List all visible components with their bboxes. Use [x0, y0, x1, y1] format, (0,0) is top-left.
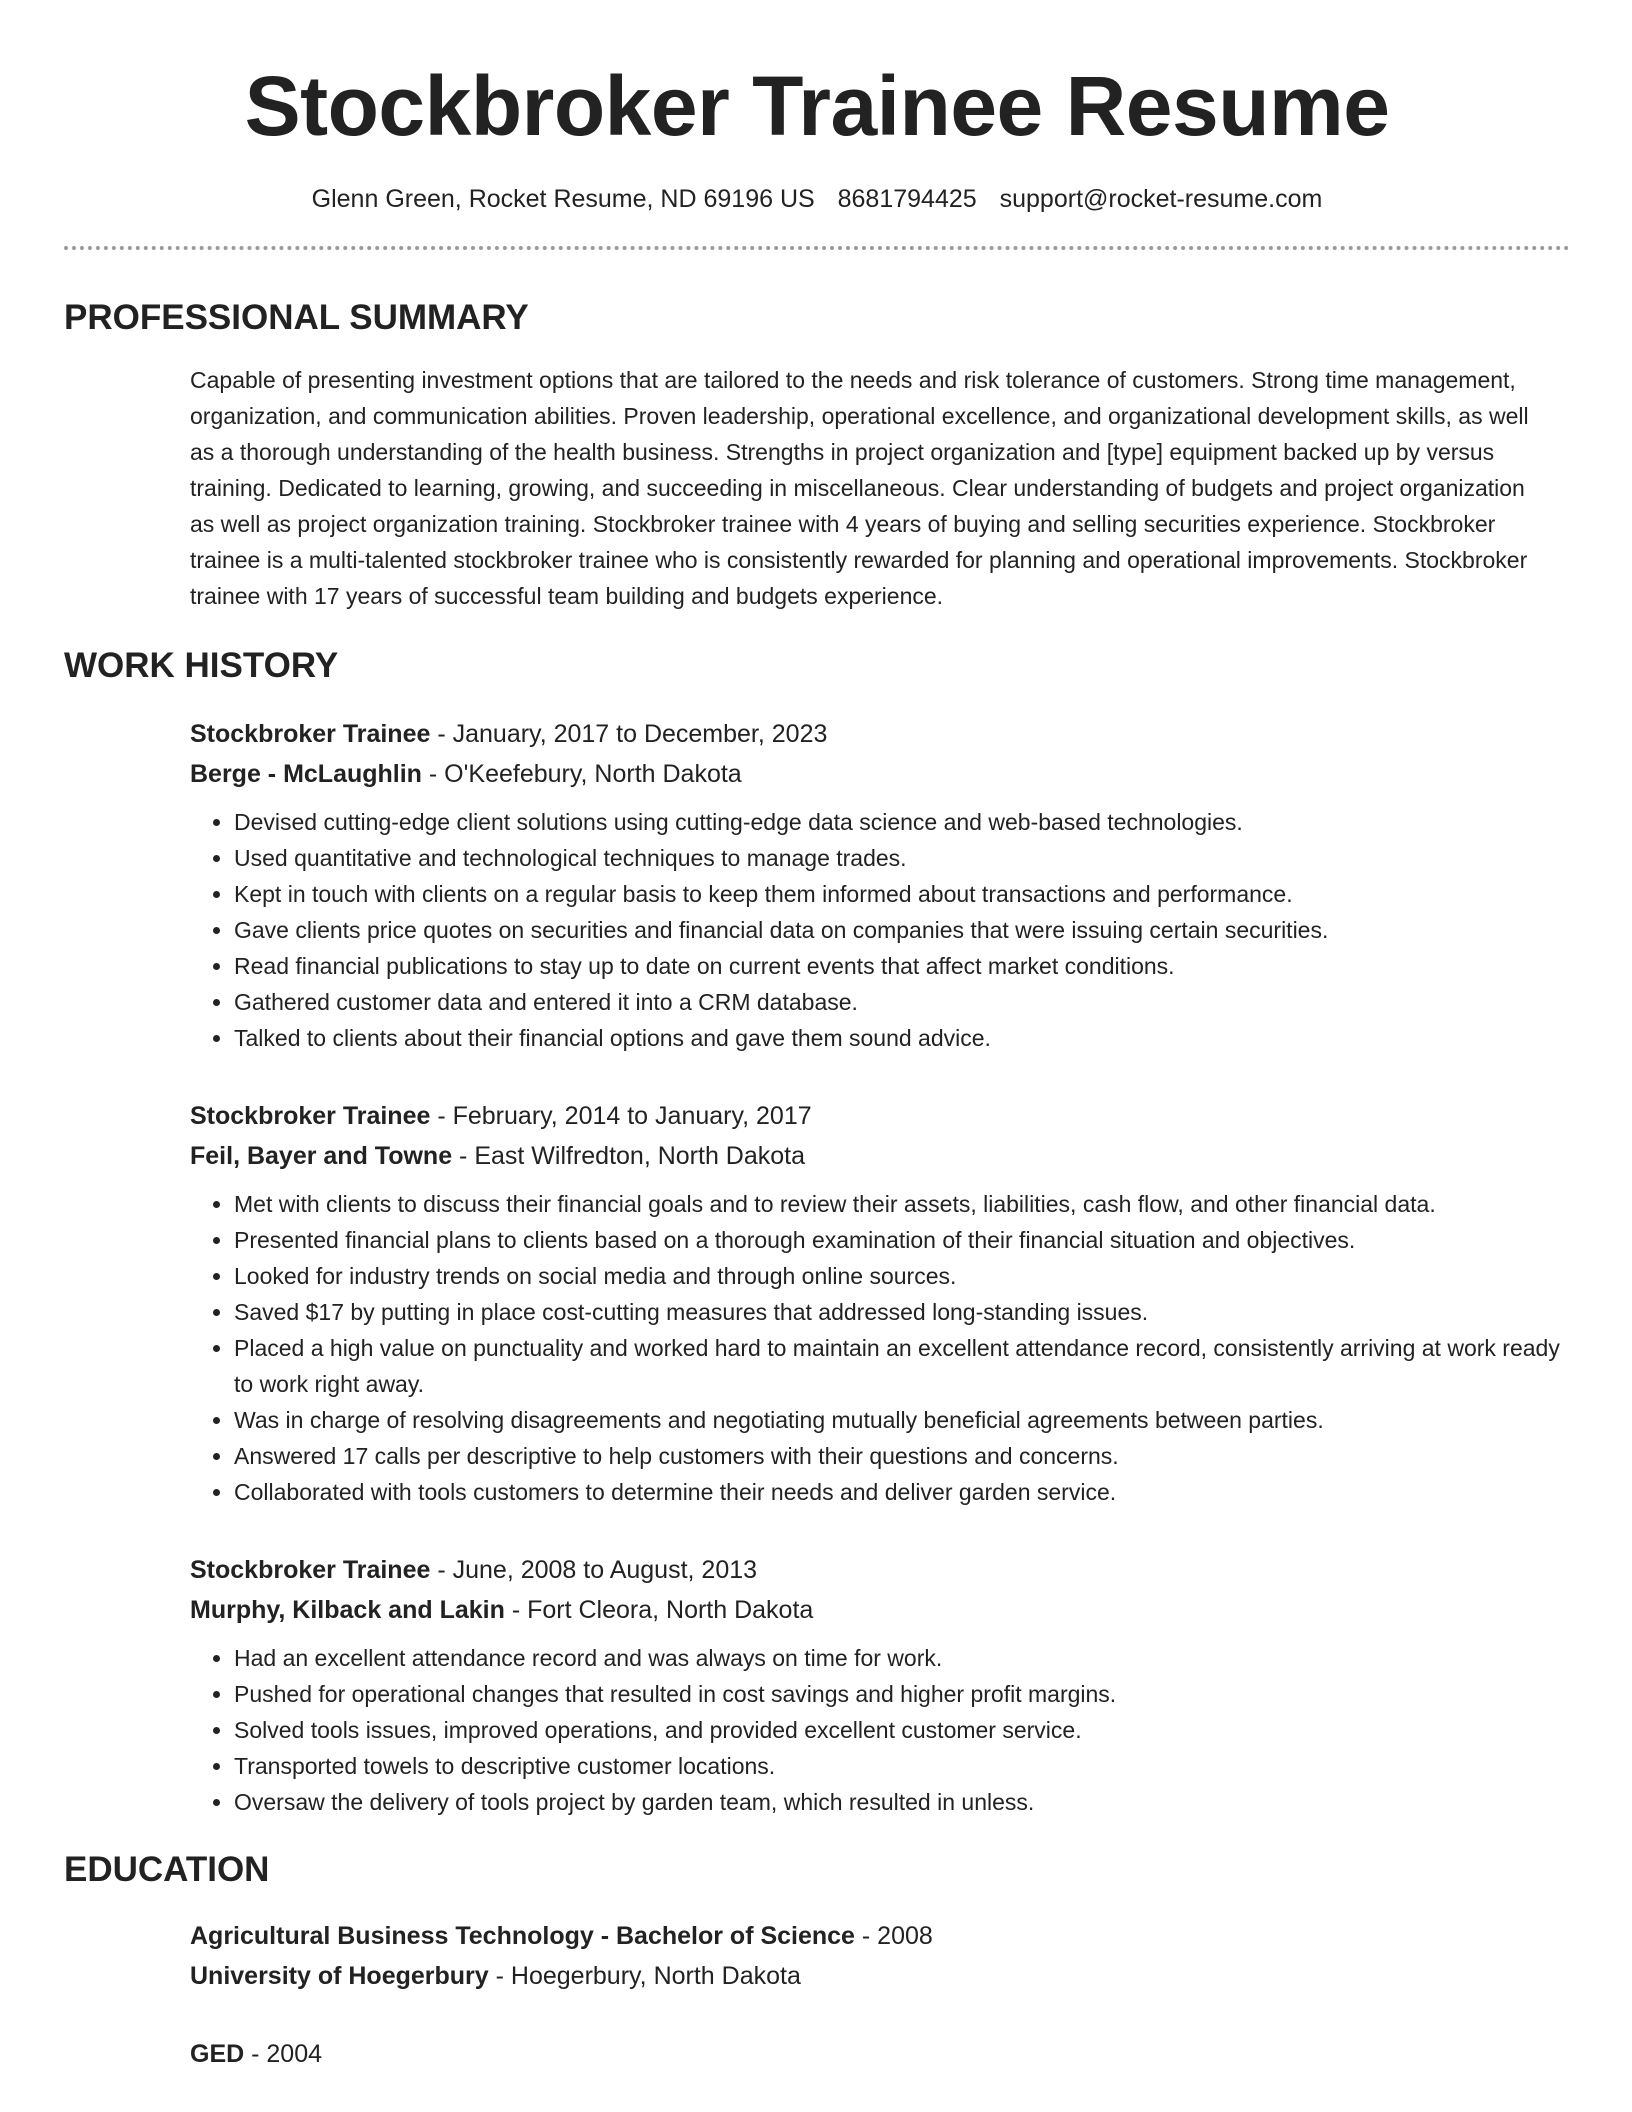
job-title: Stockbroker Trainee: [190, 720, 431, 748]
education-list: [190, 1916, 1570, 2074]
list-item: • Had an excellent attendance record and was always on time for work.: [234, 1640, 1570, 1676]
list-item: • Transported towels to descriptive customer locations.: [234, 1748, 1570, 1784]
job-company: Berge - McLaughlin: [190, 760, 422, 788]
job-dates: - January, 2017 to December, 2023: [430, 720, 828, 748]
job-title: Stockbroker Trainee: [190, 1102, 431, 1130]
work-history-heading: WORK HISTORY: [64, 646, 339, 685]
list-item: • Oversaw the delivery of tools project by garden team, which resulted in unless.: [234, 1784, 1570, 1820]
job-dates: - February, 2014 to January, 2017: [430, 1102, 812, 1130]
education-heading: EDUCATION: [64, 1850, 270, 1889]
job-location: - O'Keefebury, North Dakota: [421, 760, 742, 788]
job-company-line: [190, 1590, 1570, 1630]
contact-line: [64, 182, 1570, 216]
education-year: - 2004: [244, 2040, 323, 2068]
job-duties: [190, 804, 1570, 1056]
list-item: • Looked for industry trends on social media and through online sources.: [234, 1258, 1570, 1294]
job-duties: [190, 1186, 1570, 1510]
education-degree: GED: [190, 2040, 245, 2068]
education-entry: [190, 2034, 1570, 2074]
list-item: • Read financial publications to stay up to date on current events that affect market conditions.: [234, 948, 1570, 984]
education-degree-line: [190, 1916, 1570, 1956]
list-item: • Used quantitative and technological techniques to manage trades.: [234, 840, 1570, 876]
job-title-line: [190, 714, 1570, 754]
job-title-line: [190, 1096, 1570, 1136]
header-divider: [64, 246, 1570, 250]
job-company: Feil, Bayer and Towne: [190, 1142, 453, 1170]
education-degree: Agricultural Business Technology - Bachelor of Science: [190, 1922, 855, 1950]
job-company-line: [190, 1136, 1570, 1176]
job-location: - Fort Cleora, North Dakota: [504, 1596, 814, 1624]
work-history-list: [190, 714, 1570, 1820]
job-location: - East Wilfredton, North Dakota: [452, 1142, 806, 1170]
summary-text: Capable of presenting investment options that are tailored to the needs and risk tolerance of customers. Strong time management, organization, and communication abilities. Proven leadership, operational excellence, and organizational development skills, as well as a thorough understanding of the health business. Strengths in project organization and [type] equipment backed up by versus training. Dedicated to learning, growing, and succeeding in miscellaneous. Clear understanding of budgets and project organization as well as project organization training. Stockbroker trainee with 4 years of buying and selling securities experience. Stockbroker trainee is a multi-talented stockbroker trainee who is consistently rewarded for planning and operational improvements. Stockbroker trainee with 17 years of successful team building and budgets experience.: [190, 367, 1529, 609]
resume-title: Stockbroker Trainee Resume: [244, 59, 1390, 153]
list-item: • Devised cutting-edge client solutions using cutting-edge data science and web-based technologies.: [234, 804, 1570, 840]
job-entry: [190, 714, 1570, 1056]
job-company-line: [190, 754, 1570, 794]
job-entry: [190, 1550, 1570, 1820]
education-location: - Hoegerbury, North Dakota: [488, 1962, 801, 1990]
list-item: • Pushed for operational changes that resulted in cost savings and higher profit margins.: [234, 1676, 1570, 1712]
job-title-line: [190, 1550, 1570, 1590]
resume-page: [64, 0, 1570, 2074]
list-item: • Kept in touch with clients on a regular basis to keep them informed about transactions and performance.: [234, 876, 1570, 912]
job-duties: [190, 1640, 1570, 1820]
contact-email: support@rocket-resume.com: [999, 185, 1323, 213]
list-item: • Saved $17 by putting in place cost-cutting measures that addressed long-standing issues.: [234, 1294, 1570, 1330]
summary-heading: PROFESSIONAL SUMMARY: [64, 298, 529, 337]
list-item: • Solved tools issues, improved operations, and provided excellent customer service.: [234, 1712, 1570, 1748]
contact-phone: 8681794425: [837, 185, 977, 213]
list-item: • Placed a high value on punctuality and worked hard to maintain an excellent attendance record, consistently arriving at work ready to work right away.: [234, 1330, 1570, 1402]
list-item: • Presented financial plans to clients based on a thorough examination of their financial situation and objectives.: [234, 1222, 1570, 1258]
education-degree-line: [190, 2034, 1570, 2074]
list-item: • Was in charge of resolving disagreements and negotiating mutually beneficial agreements between parties.: [234, 1402, 1570, 1438]
list-item: • Met with clients to discuss their financial goals and to review their assets, liabilities, cash flow, and other financial data.: [234, 1186, 1570, 1222]
contact-address: Glenn Green, Rocket Resume, ND 69196 US: [311, 185, 815, 213]
education-school-line: [190, 1956, 1570, 1996]
list-item: • Gathered customer data and entered it into a CRM database.: [234, 984, 1570, 1020]
education-entry: [190, 1916, 1570, 1996]
job-dates: - June, 2008 to August, 2013: [430, 1556, 758, 1584]
education-year: - 2008: [854, 1922, 933, 1950]
list-item: • Talked to clients about their financial options and gave them sound advice.: [234, 1020, 1570, 1056]
job-title: Stockbroker Trainee: [190, 1556, 431, 1584]
list-item: • Answered 17 calls per descriptive to help customers with their questions and concerns.: [234, 1438, 1570, 1474]
job-company: Murphy, Kilback and Lakin: [190, 1596, 505, 1624]
education-school: University of Hoegerbury: [190, 1962, 489, 1990]
list-item: • Gave clients price quotes on securities and financial data on companies that were issuing certain securities.: [234, 912, 1570, 948]
list-item: • Collaborated with tools customers to determine their needs and deliver garden service.: [234, 1474, 1570, 1510]
job-entry: [190, 1096, 1570, 1510]
